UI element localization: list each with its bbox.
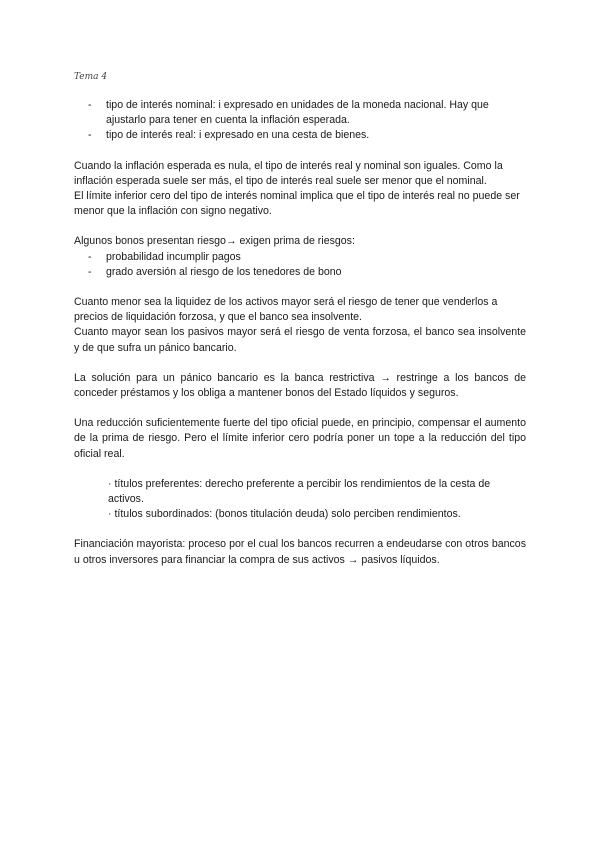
list-item: - probabilidad incumplir pagos — [74, 250, 526, 265]
risk-list — [74, 250, 526, 280]
paragraph-bank-run: La solución para un pánico bancario es la banca restrictiva → restringe a los bancos de conceder préstamos y los obliga a mantener bonos del Estado líquidos y seguros. — [74, 371, 526, 400]
list-item: - grado aversión al riesgo de los tenedores de bono — [74, 265, 526, 280]
paragraph-risk: Algunos bonos presentan riesgo→ exigen prima de riesgos: — [74, 235, 355, 248]
document-body — [74, 98, 526, 568]
paragraph-liquidity: Cuanto menor sea la liquidez de los activos mayor será el riesgo de tener que venderlos a precios de liquidación forzosa, y que el banco sea insolvente. — [74, 296, 498, 324]
paragraph-inflation: Cuando la inflación esperada es nula, el tipo de interés real y nominal son iguales. Como la inflación esperada suele ser más, el tipo de interés real suele ser menor que el nominal. — [74, 159, 503, 187]
paragraph-wholesale-funding: Financiación mayorista: proceso por el cual los bancos recurren a endeudarse con otros bancos u otros inversores para financiar la compra de sus activos → pasivos líquidos. — [74, 538, 526, 566]
list-item: · títulos subordinados: (bonos titulación deuda) solo perciben rendimientos. — [108, 508, 461, 521]
interest-types-list — [74, 98, 526, 144]
page-header: Tema 4 — [74, 72, 108, 82]
securities-block — [74, 477, 526, 523]
list-item: · títulos preferentes: derecho preferente a percibir los rendimientos de la cesta de activos. — [108, 477, 491, 506]
paragraph-policy-rate: Una reducción suficientemente fuerte del tipo oficial puede, en principio, compensar el aumento de la prima de riesgo. Pero el límite inferior cero podría poner un tope a la reducción del tipo oficial real. — [74, 417, 526, 460]
list-item: - tipo de interés real: i expresado en una cesta de bienes. — [74, 128, 526, 143]
paragraph-lower-bound: El límite inferior cero del tipo de interés nominal implica que el tipo de interés real no puede ser menor que la inflación con signo negativo. — [74, 190, 520, 218]
paragraph-liabilities: Cuanto mayor sean los pasivos mayor será el riesgo de venta forzosa, el banco sea insolvente y de que sufra un pánico bancario. — [74, 326, 526, 354]
list-item: - tipo de interés nominal: i expresado en unidades de la moneda nacional. Hay que ajustarlo para tener en cuenta la inflación esperada. — [74, 98, 526, 128]
